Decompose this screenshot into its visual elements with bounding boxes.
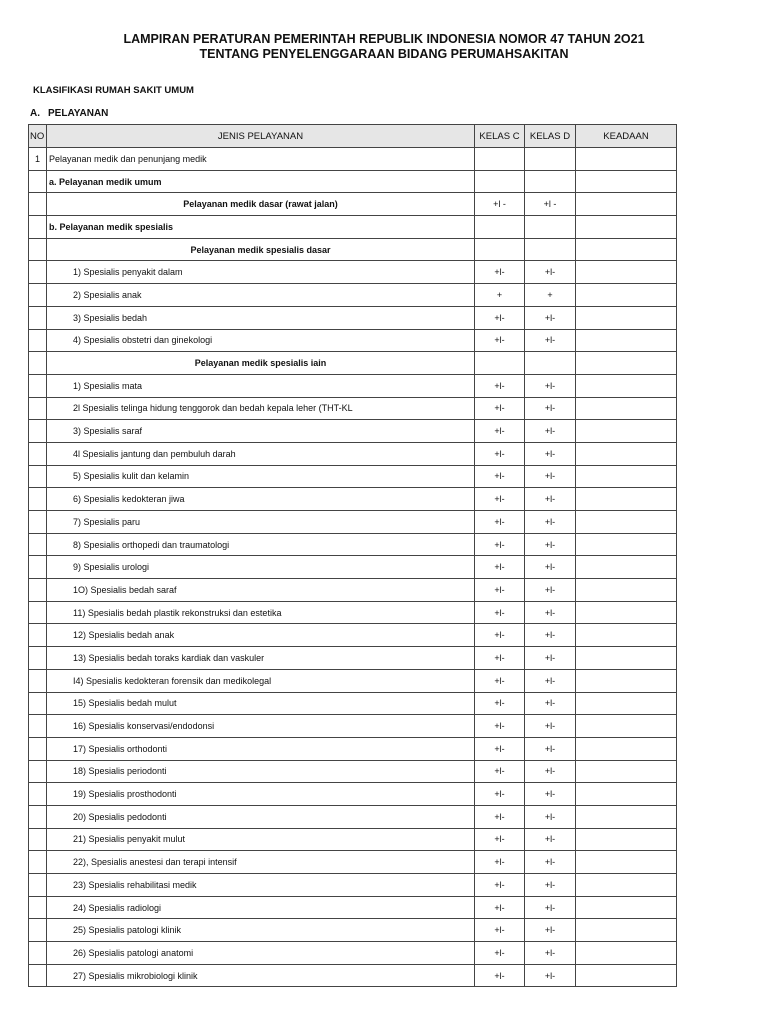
kelas-c-cell: +l - <box>475 193 525 216</box>
keadaan-cell <box>576 601 677 624</box>
column-header-kelas-d: KELAS D <box>525 125 576 148</box>
kelas-c-cell: +l- <box>475 397 525 420</box>
kelas-c-cell <box>475 170 525 193</box>
kelas-d-cell: +l- <box>525 805 576 828</box>
row-number-cell <box>29 601 47 624</box>
kelas-c-cell: +l- <box>475 329 525 352</box>
row-number-cell <box>29 919 47 942</box>
section-label: PELAYANAN <box>48 108 109 119</box>
column-header-no: NO <box>29 125 47 148</box>
table-row <box>29 306 677 329</box>
keadaan-cell <box>576 692 677 715</box>
keadaan-cell <box>576 216 677 239</box>
table-row <box>29 851 677 874</box>
service-name-cell: 3) Spesialis saraf <box>47 420 475 443</box>
row-number-cell <box>29 828 47 851</box>
table-row <box>29 193 677 216</box>
table-row <box>29 148 677 171</box>
service-name-cell: Pelayanan medik spesialis dasar <box>47 238 475 261</box>
row-number-cell <box>29 737 47 760</box>
kelas-d-cell: +l - <box>525 193 576 216</box>
keadaan-cell <box>576 896 677 919</box>
services-table <box>28 124 677 987</box>
kelas-c-cell: +l- <box>475 760 525 783</box>
keadaan-cell <box>576 715 677 738</box>
kelas-c-cell: +l- <box>475 647 525 670</box>
table-row <box>29 760 677 783</box>
kelas-d-cell: +l- <box>525 647 576 670</box>
table-row <box>29 511 677 534</box>
table-row <box>29 624 677 647</box>
keadaan-cell <box>576 465 677 488</box>
row-number-cell <box>29 306 47 329</box>
row-number-cell <box>29 896 47 919</box>
keadaan-cell <box>576 261 677 284</box>
service-name-cell: I4) Spesialis kedokteran forensik dan medikolegal <box>47 669 475 692</box>
kelas-d-cell: +l- <box>525 579 576 602</box>
kelas-c-cell: +l- <box>475 805 525 828</box>
table-row <box>29 556 677 579</box>
kelas-d-cell: +l- <box>525 442 576 465</box>
service-name-cell: 17) Spesialis orthodonti <box>47 737 475 760</box>
kelas-d-cell: +l- <box>525 760 576 783</box>
kelas-d-cell: +l- <box>525 465 576 488</box>
kelas-c-cell <box>475 216 525 239</box>
table-row <box>29 896 677 919</box>
keadaan-cell <box>576 374 677 397</box>
table-row <box>29 284 677 307</box>
service-name-cell: 12) Spesialis bedah anak <box>47 624 475 647</box>
keadaan-cell <box>576 170 677 193</box>
kelas-d-cell <box>525 352 576 375</box>
row-number-cell <box>29 579 47 602</box>
kelas-d-cell: +l- <box>525 874 576 897</box>
keadaan-cell <box>576 964 677 987</box>
kelas-c-cell: +l- <box>475 556 525 579</box>
keadaan-cell <box>576 579 677 602</box>
kelas-c-cell: +l- <box>475 306 525 329</box>
table-row <box>29 783 677 806</box>
kelas-c-cell <box>475 148 525 171</box>
kelas-c-cell: +l- <box>475 601 525 624</box>
keadaan-cell <box>576 624 677 647</box>
keadaan-cell <box>576 942 677 965</box>
service-name-cell: 25) Spesialis patologi klinik <box>47 919 475 942</box>
table-body <box>29 148 677 987</box>
kelas-c-cell: +l- <box>475 919 525 942</box>
service-name-cell: 13) Spesialis bedah toraks kardiak dan vaskuler <box>47 647 475 670</box>
keadaan-cell <box>576 760 677 783</box>
row-number-cell <box>29 533 47 556</box>
table-row <box>29 942 677 965</box>
service-name-cell: 5) Spesialis kulit dan kelamin <box>47 465 475 488</box>
kelas-c-cell: +l- <box>475 579 525 602</box>
keadaan-cell <box>576 556 677 579</box>
keadaan-cell <box>576 783 677 806</box>
service-name-cell: 3) Spesialis bedah <box>47 306 475 329</box>
service-name-cell: 19) Spesialis prosthodonti <box>47 783 475 806</box>
kelas-d-cell: + <box>525 284 576 307</box>
kelas-c-cell: +l- <box>475 896 525 919</box>
row-number-cell <box>29 352 47 375</box>
kelas-d-cell: +l- <box>525 488 576 511</box>
row-number-cell <box>29 420 47 443</box>
table-row <box>29 692 677 715</box>
service-name-cell: 4) Spesialis obstetri dan ginekologi <box>47 329 475 352</box>
keadaan-cell <box>576 442 677 465</box>
keadaan-cell <box>576 193 677 216</box>
row-number-cell <box>29 874 47 897</box>
service-name-cell: 2) Spesialis anak <box>47 284 475 307</box>
table-row <box>29 669 677 692</box>
kelas-d-cell <box>525 170 576 193</box>
row-number-cell <box>29 669 47 692</box>
document-title-line-2: TENTANG PENYELENGGARAAN BIDANG PERUMAHSAKITAN <box>199 47 569 61</box>
service-name-cell: 1O) Spesialis bedah saraf <box>47 579 475 602</box>
kelas-c-cell: +l- <box>475 511 525 534</box>
column-header-jenis-pelayanan: JENIS PELAYANAN <box>47 125 475 148</box>
table-row <box>29 488 677 511</box>
kelas-d-cell: +l- <box>525 533 576 556</box>
row-number-cell <box>29 329 47 352</box>
service-name-cell: 4l Spesialis jantung dan pembuluh darah <box>47 442 475 465</box>
kelas-d-cell: +l- <box>525 420 576 443</box>
kelas-c-cell: +l- <box>475 465 525 488</box>
kelas-d-cell: +l- <box>525 601 576 624</box>
kelas-d-cell: +l- <box>525 329 576 352</box>
keadaan-cell <box>576 397 677 420</box>
service-name-cell: 1) Spesialis mata <box>47 374 475 397</box>
keadaan-cell <box>576 352 677 375</box>
row-number-cell <box>29 193 47 216</box>
table-row <box>29 737 677 760</box>
kelas-c-cell: +l- <box>475 442 525 465</box>
keadaan-cell <box>576 737 677 760</box>
kelas-d-cell <box>525 238 576 261</box>
keadaan-cell <box>576 669 677 692</box>
keadaan-cell <box>576 420 677 443</box>
kelas-c-cell: +l- <box>475 533 525 556</box>
service-name-cell: 7) Spesialis paru <box>47 511 475 534</box>
row-number-cell <box>29 715 47 738</box>
table-row <box>29 465 677 488</box>
column-header-kelas-c: KELAS C <box>475 125 525 148</box>
table-row <box>29 919 677 942</box>
keadaan-cell <box>576 329 677 352</box>
table-row <box>29 805 677 828</box>
kelas-d-cell: +l- <box>525 374 576 397</box>
row-number-cell <box>29 238 47 261</box>
table-row <box>29 238 677 261</box>
table-row <box>29 216 677 239</box>
row-number-cell <box>29 374 47 397</box>
kelas-c-cell: +l- <box>475 374 525 397</box>
row-number-cell: 1 <box>29 148 47 171</box>
row-number-cell <box>29 284 47 307</box>
keadaan-cell <box>576 805 677 828</box>
kelas-c-cell <box>475 352 525 375</box>
table-row <box>29 329 677 352</box>
row-number-cell <box>29 760 47 783</box>
row-number-cell <box>29 488 47 511</box>
kelas-d-cell: +l- <box>525 511 576 534</box>
table-row <box>29 261 677 284</box>
classification-heading: KLASIFIKASI RUMAH SAKIT UMUM <box>33 85 194 96</box>
document-title-line-1: LAMPIRAN PERATURAN PEMERINTAH REPUBLIK INDONESIA NOMOR 47 TAHUN 2O21 <box>123 32 645 46</box>
row-number-cell <box>29 805 47 828</box>
service-name-cell: 23) Spesialis rehabilitasi medik <box>47 874 475 897</box>
kelas-d-cell: +l- <box>525 397 576 420</box>
kelas-d-cell: +l- <box>525 828 576 851</box>
keadaan-cell <box>576 828 677 851</box>
keadaan-cell <box>576 238 677 261</box>
keadaan-cell <box>576 284 677 307</box>
keadaan-cell <box>576 533 677 556</box>
kelas-d-cell: +l- <box>525 964 576 987</box>
row-number-cell <box>29 964 47 987</box>
keadaan-cell <box>576 148 677 171</box>
kelas-c-cell: + <box>475 284 525 307</box>
service-name-cell: Pelayanan medik spesialis iain <box>47 352 475 375</box>
kelas-c-cell: +l- <box>475 828 525 851</box>
row-number-cell <box>29 942 47 965</box>
service-name-cell: Pelayanan medik dan penunjang medik <box>47 148 475 171</box>
kelas-d-cell: +l- <box>525 715 576 738</box>
service-name-cell: 22), Spesialis anestesi dan terapi intensif <box>47 851 475 874</box>
row-number-cell <box>29 624 47 647</box>
kelas-d-cell: +l- <box>525 851 576 874</box>
table-row <box>29 579 677 602</box>
row-number-cell <box>29 511 47 534</box>
kelas-d-cell: +l- <box>525 624 576 647</box>
row-number-cell <box>29 783 47 806</box>
service-name-cell: 21) Spesialis penyakit mulut <box>47 828 475 851</box>
row-number-cell <box>29 851 47 874</box>
kelas-c-cell: +l- <box>475 715 525 738</box>
kelas-c-cell: +l- <box>475 488 525 511</box>
service-name-cell: 6) Spesialis kedokteran jiwa <box>47 488 475 511</box>
row-number-cell <box>29 216 47 239</box>
row-number-cell <box>29 556 47 579</box>
row-number-cell <box>29 261 47 284</box>
keadaan-cell <box>576 874 677 897</box>
table-row <box>29 647 677 670</box>
row-number-cell <box>29 170 47 193</box>
table-row <box>29 874 677 897</box>
kelas-c-cell: +l- <box>475 261 525 284</box>
keadaan-cell <box>576 488 677 511</box>
kelas-d-cell: +l- <box>525 942 576 965</box>
table-row <box>29 374 677 397</box>
row-number-cell <box>29 647 47 670</box>
keadaan-cell <box>576 511 677 534</box>
table-row <box>29 170 677 193</box>
column-header-keadaan: KEADAAN <box>576 125 677 148</box>
service-name-cell: 16) Spesialis konservasi/endodonsi <box>47 715 475 738</box>
table-row <box>29 533 677 556</box>
service-name-cell: 27) Spesialis mikrobiologi klinik <box>47 964 475 987</box>
service-name-cell: 8) Spesialis orthopedi dan traumatologi <box>47 533 475 556</box>
service-name-cell: 18) Spesialis periodonti <box>47 760 475 783</box>
service-name-cell: b. Pelayanan medik spesialis <box>47 216 475 239</box>
service-name-cell: 26) Spesialis patologi anatomi <box>47 942 475 965</box>
row-number-cell <box>29 692 47 715</box>
keadaan-cell <box>576 851 677 874</box>
row-number-cell <box>29 442 47 465</box>
kelas-c-cell: +l- <box>475 874 525 897</box>
table-row <box>29 442 677 465</box>
service-name-cell: Pelayanan medik dasar (rawat jalan) <box>47 193 475 216</box>
kelas-d-cell: +l- <box>525 737 576 760</box>
kelas-d-cell <box>525 148 576 171</box>
kelas-d-cell: +l- <box>525 261 576 284</box>
section-letter: A. <box>30 108 40 119</box>
kelas-c-cell: +l- <box>475 942 525 965</box>
kelas-c-cell: +l- <box>475 737 525 760</box>
kelas-d-cell: +l- <box>525 919 576 942</box>
service-name-cell: 1) Spesialis penyakit dalam <box>47 261 475 284</box>
table-header-row <box>29 125 677 148</box>
service-name-cell: 24) Spesialis radiologi <box>47 896 475 919</box>
kelas-c-cell: +l- <box>475 669 525 692</box>
table-row <box>29 828 677 851</box>
kelas-d-cell: +l- <box>525 669 576 692</box>
kelas-c-cell: +l- <box>475 964 525 987</box>
kelas-d-cell: +l- <box>525 556 576 579</box>
table-row <box>29 715 677 738</box>
keadaan-cell <box>576 306 677 329</box>
service-name-cell: a. Pelayanan medik umum <box>47 170 475 193</box>
row-number-cell <box>29 397 47 420</box>
table-row <box>29 397 677 420</box>
table-row <box>29 352 677 375</box>
service-name-cell: 15) Spesialis bedah mulut <box>47 692 475 715</box>
kelas-c-cell: +l- <box>475 692 525 715</box>
kelas-d-cell: +l- <box>525 896 576 919</box>
table-row <box>29 601 677 624</box>
table-row <box>29 964 677 987</box>
service-name-cell: 20) Spesialis pedodonti <box>47 805 475 828</box>
table-row <box>29 420 677 443</box>
kelas-c-cell: +l- <box>475 420 525 443</box>
section-heading <box>30 108 108 120</box>
service-name-cell: 2l Spesialis telinga hidung tenggorok dan bedah kepala leher (THT-KL <box>47 397 475 420</box>
kelas-d-cell: +l- <box>525 306 576 329</box>
kelas-d-cell: +l- <box>525 692 576 715</box>
kelas-c-cell <box>475 238 525 261</box>
keadaan-cell <box>576 919 677 942</box>
service-name-cell: 11) Spesialis bedah plastik rekonstruksi dan estetika <box>47 601 475 624</box>
row-number-cell <box>29 465 47 488</box>
kelas-c-cell: +l- <box>475 783 525 806</box>
kelas-c-cell: +l- <box>475 624 525 647</box>
keadaan-cell <box>576 647 677 670</box>
service-name-cell: 9) Spesialis urologi <box>47 556 475 579</box>
kelas-c-cell: +l- <box>475 851 525 874</box>
kelas-d-cell <box>525 216 576 239</box>
kelas-d-cell: +l- <box>525 783 576 806</box>
